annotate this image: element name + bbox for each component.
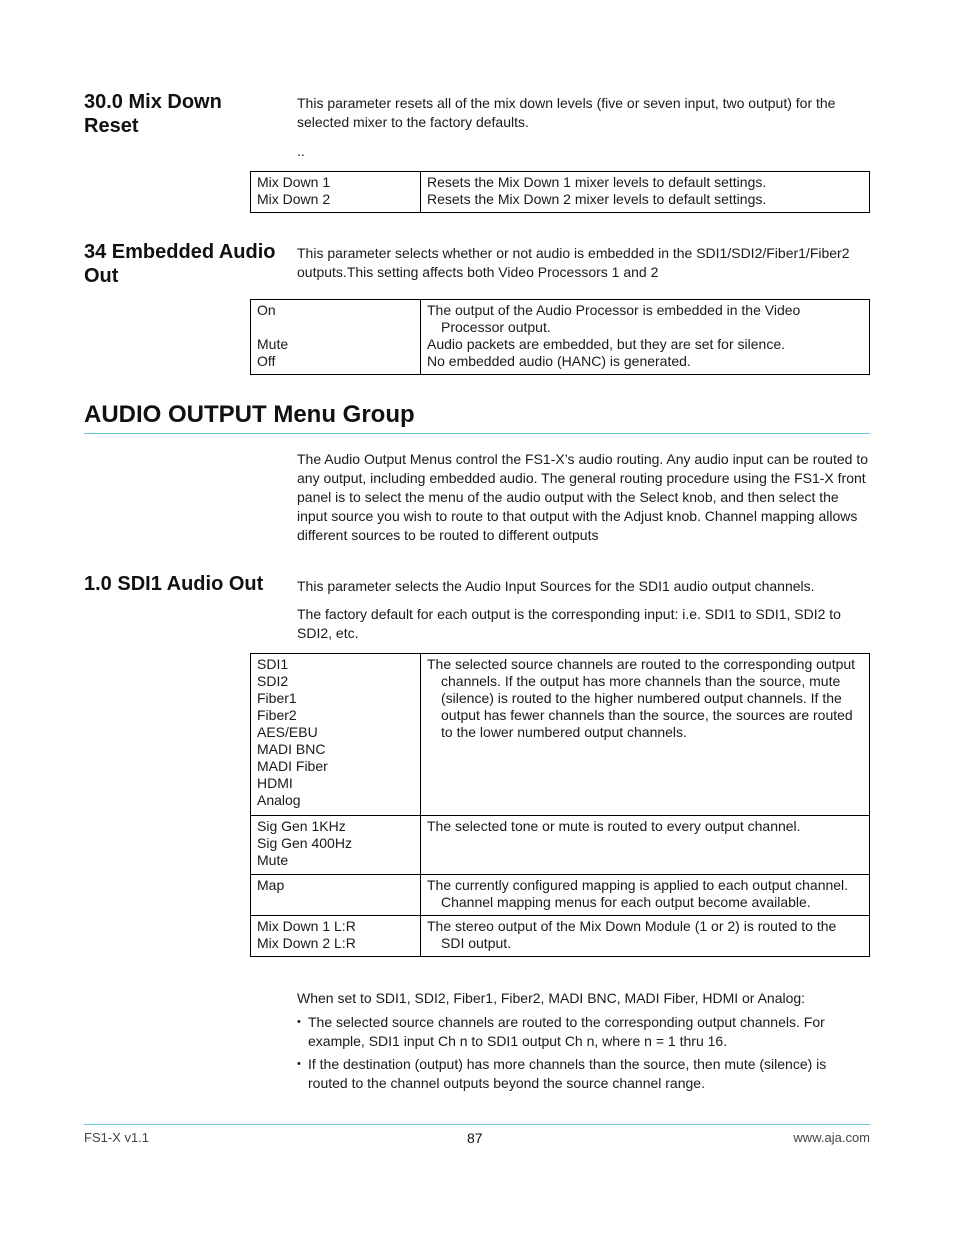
option-description: The output of the Audio Processor is embedded in the Video Processor output.	[427, 302, 801, 335]
option-label: Mix Down 2 L:R	[257, 935, 356, 951]
table-row	[251, 916, 870, 957]
description-cell	[421, 654, 870, 816]
placeholder-dots: ..	[297, 143, 305, 159]
option-cell	[251, 875, 421, 916]
embedded-audio-description: This parameter selects whether or not audio is embedded in the SDI1/SDI2/Fiber1/Fiber2 outputs.This setting affects both Video Processors 1 and 2	[297, 245, 850, 280]
option-label: Fiber1	[257, 690, 297, 706]
footer-website: www.aja.com	[793, 1130, 870, 1145]
option-label: Mute	[257, 336, 289, 352]
embedded-audio-table	[250, 299, 870, 375]
option-label: On	[257, 302, 276, 318]
option-label: Mix Down 1 L:R	[257, 918, 356, 934]
option-description: The selected source channels are routed to the corresponding output channels. If the output has more channels than the source, mute (silence) is routed to the higher numbered output channels. If the output has fewer channels than the source, the sources are routed to the lower numbered output channels.	[427, 656, 856, 740]
option-label: MADI Fiber	[257, 758, 328, 774]
heading-line: Reset	[84, 115, 139, 137]
option-cell	[251, 916, 421, 957]
option-cell	[251, 816, 421, 875]
page-title: AUDIO OUTPUT Menu Group	[84, 401, 415, 428]
page-number: 87	[467, 1130, 483, 1146]
table-row	[251, 816, 870, 875]
option-description: The selected tone or mute is routed to every output channel.	[427, 818, 801, 834]
footer-rule	[84, 1124, 870, 1125]
description-cell	[421, 816, 870, 875]
option-label: Map	[257, 877, 285, 893]
option-label: SDI2	[257, 673, 289, 689]
option-label: Mix Down 2	[257, 191, 331, 207]
option-label: Mix Down 1	[257, 174, 331, 190]
option-description: No embedded audio (HANC) is generated.	[427, 353, 691, 369]
description-cell	[421, 300, 870, 375]
section-heading-embedded-audio-out	[84, 240, 294, 288]
option-cell	[251, 654, 421, 816]
option-label: Off	[257, 353, 276, 369]
option-description: Audio packets are embedded, but they are set for silence.	[427, 336, 785, 352]
description-cell	[421, 916, 870, 957]
section-heading-mix-down-reset	[84, 90, 284, 138]
description-cell	[421, 172, 870, 213]
option-label: Fiber2	[257, 707, 297, 723]
option-label: HDMI	[257, 775, 293, 791]
option-label: MADI BNC	[257, 741, 326, 757]
mix-down-reset-table	[250, 171, 870, 213]
table-row	[251, 875, 870, 916]
section-heading-sdi1-audio-out: 1.0 SDI1 Audio Out	[84, 573, 264, 595]
factory-default-note: The factory default for each output is the corresponding input: i.e. SDI1 to SDI1, SDI2 to SDI2, etc.	[297, 606, 841, 641]
description-cell	[421, 875, 870, 916]
option-label: AES/EBU	[257, 724, 318, 740]
option-description: The currently configured mapping is applied to each output channel. Channel mapping menus for each output become available.	[427, 877, 849, 910]
heading-line: 30.0 Mix Down	[84, 91, 222, 113]
option-label: Sig Gen 400Hz	[257, 835, 352, 851]
mix-down-reset-description: This parameter resets all of the mix down levels (five or seven input, two output) for the selected mixer to the factory defaults.	[297, 95, 836, 130]
footer-version: FS1-X v1.1	[84, 1130, 150, 1145]
option-description: The stereo output of the Mix Down Module (1 or 2) is routed to the SDI output.	[427, 918, 837, 951]
when-set-note: When set to SDI1, SDI2, Fiber1, Fiber2, MADI BNC, MADI Fiber, HDMI or Analog:	[297, 990, 806, 1006]
heading-rule	[84, 433, 870, 434]
option-label: Mute	[257, 852, 289, 868]
list-item: • If the destination (output) has more channels than the source, then mute (silence) is routed to the channel outputs beyond the source channel range.	[297, 1055, 857, 1093]
group-intro: The Audio Output Menus control the FS1-X’s audio routing. Any audio input can be routed to any output, including embedded audio. The general routing procedure using the FS1-X front panel is to select the menu of the audio output with the Select knob, and then select the input source you wish to route to that output with the Adjust knob. Channel mapping allows different sources to be routed to different outputs	[297, 451, 868, 543]
option-cell	[251, 300, 421, 375]
option-label: Sig Gen 1KHz	[257, 818, 346, 834]
option-description: Resets the Mix Down 1 mixer levels to default settings.	[427, 174, 767, 190]
option-label: SDI1	[257, 656, 289, 672]
list-item: • The selected source channels are routed to the corresponding output channels. For example, SDI1 input Ch n to SDI1 output Ch n, where n = 1 thru 16.	[297, 1013, 857, 1051]
option-description: Resets the Mix Down 2 mixer levels to default settings.	[427, 191, 767, 207]
heading-line: 34 Embedded Audio	[84, 241, 276, 263]
table-row	[251, 300, 870, 375]
option-label: Analog	[257, 792, 301, 808]
heading-line: Out	[84, 265, 119, 287]
table-row	[251, 172, 870, 213]
sdi1-source-table	[250, 653, 870, 957]
routing-bullet-list	[297, 1013, 857, 1097]
table-row	[251, 654, 870, 816]
option-cell	[251, 172, 421, 213]
sdi1-description: This parameter selects the Audio Input Sources for the SDI1 audio output channels.	[297, 578, 815, 594]
